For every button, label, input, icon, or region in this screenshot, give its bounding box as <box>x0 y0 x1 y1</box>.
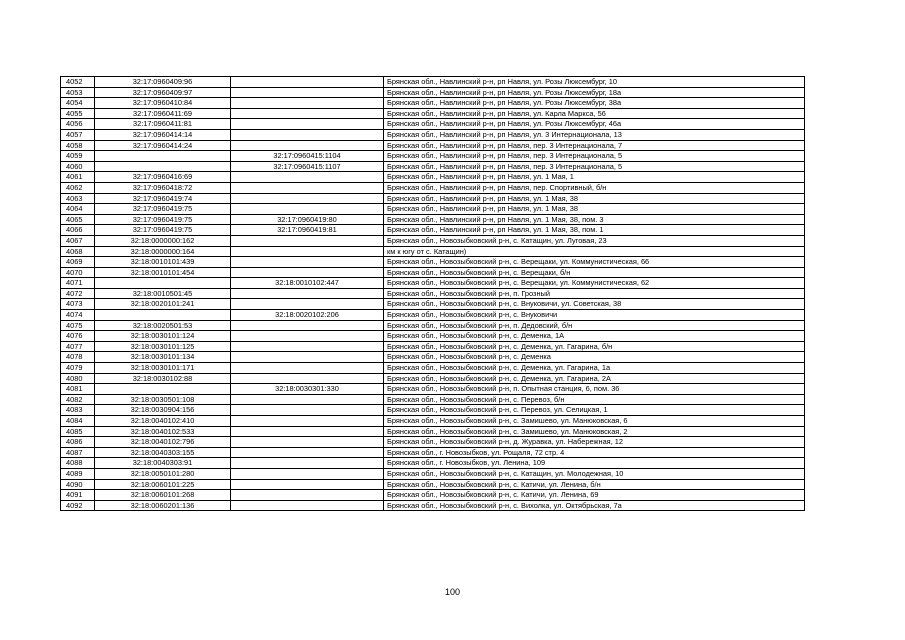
address-cell: Брянская обл., Навлинский р-н, рп Навля, ул. Розы Люксембург, 38а <box>384 98 805 109</box>
sub-cadastral-number-cell <box>231 235 384 246</box>
address-cell: Брянская обл., Навлинский р-н, рп Навля, ул. 1 Мая, 38, пом. 1 <box>384 225 805 236</box>
cadastral-number-cell: 32:18:0030101:171 <box>95 363 231 374</box>
sub-cadastral-number-cell <box>231 172 384 183</box>
address-cell: Брянская обл., Новозыбковский р-н, с. Катащин, ул. Луговая, 23 <box>384 235 805 246</box>
row-number-cell: 4085 <box>61 426 95 437</box>
sub-cadastral-number-cell <box>231 500 384 511</box>
cadastral-number-cell <box>95 278 231 289</box>
sub-cadastral-number-cell <box>231 246 384 257</box>
table-row <box>61 225 805 236</box>
row-number-cell: 4061 <box>61 172 95 183</box>
row-number-cell: 4090 <box>61 479 95 490</box>
row-number-cell: 4080 <box>61 373 95 384</box>
cadastral-number-cell: 32:17:0960414:24 <box>95 140 231 151</box>
sub-cadastral-number-cell: 32:17:0960415:1104 <box>231 151 384 162</box>
cadastral-number-cell: 32:17:0960419:75 <box>95 204 231 215</box>
address-cell: Брянская обл., Навлинский р-н, рп Навля, ул. 1 Мая, 38 <box>384 204 805 215</box>
cadastral-number-cell: 32:18:0030101:124 <box>95 331 231 342</box>
table-row <box>61 193 805 204</box>
sub-cadastral-number-cell <box>231 77 384 88</box>
row-number-cell: 4079 <box>61 363 95 374</box>
row-number-cell: 4089 <box>61 468 95 479</box>
table-row <box>61 129 805 140</box>
cadastral-number-cell: 32:18:0060101:225 <box>95 479 231 490</box>
sub-cadastral-number-cell <box>231 320 384 331</box>
table-row <box>61 288 805 299</box>
row-number-cell: 4084 <box>61 416 95 427</box>
cadastral-number-cell: 32:18:0030101:134 <box>95 352 231 363</box>
cadastral-number-cell: 32:18:0030102:88 <box>95 373 231 384</box>
table-row <box>61 235 805 246</box>
table-row <box>61 458 805 469</box>
cadastral-number-cell: 32:17:0960419:75 <box>95 214 231 225</box>
cadastral-number-cell: 32:18:0040303:91 <box>95 458 231 469</box>
sub-cadastral-number-cell <box>231 288 384 299</box>
table-row <box>61 416 805 427</box>
table-row <box>61 341 805 352</box>
sub-cadastral-number-cell: 32:18:0030301:330 <box>231 384 384 395</box>
table-row <box>61 426 805 437</box>
row-number-cell: 4062 <box>61 182 95 193</box>
table-row <box>61 384 805 395</box>
address-cell: Брянская обл., Навлинский р-н, рп Навля, пер. Спортивный, б/н <box>384 182 805 193</box>
table-row <box>61 437 805 448</box>
sub-cadastral-number-cell <box>231 394 384 405</box>
table-row <box>61 214 805 225</box>
sub-cadastral-number-cell <box>231 468 384 479</box>
address-cell: Брянская обл., Новозыбковский р-н, с. Верещаки, б/н <box>384 267 805 278</box>
address-cell: Брянская обл., Новозыбковский р-н, с. Перевоз, ул. Селицкая, 1 <box>384 405 805 416</box>
cadastral-number-cell <box>95 161 231 172</box>
row-number-cell: 4059 <box>61 151 95 162</box>
table-row <box>61 405 805 416</box>
address-cell: Брянская обл., Навлинский р-н, рп Навля, пер. 3 Интернационала, 5 <box>384 161 805 172</box>
row-number-cell: 4053 <box>61 87 95 98</box>
address-cell: Брянская обл., г. Новозыбков, ул. Ленина, 109 <box>384 458 805 469</box>
address-cell: Брянская обл., Новозыбковский р-н, с. Деменка, ул. Гагарина, 1а <box>384 363 805 374</box>
table-row <box>61 246 805 257</box>
address-cell: Брянская обл., Новозыбковский р-н, с. Верещаки, ул. Коммунистическая, 66 <box>384 257 805 268</box>
sub-cadastral-number-cell <box>231 416 384 427</box>
table-row <box>61 204 805 215</box>
sub-cadastral-number-cell <box>231 87 384 98</box>
address-cell: Брянская обл., Навлинский р-н, рп Навля, ул. 3 Интернационала, 13 <box>384 129 805 140</box>
row-number-cell: 4055 <box>61 108 95 119</box>
sub-cadastral-number-cell <box>231 182 384 193</box>
table-row <box>61 500 805 511</box>
row-number-cell: 4073 <box>61 299 95 310</box>
address-cell: Брянская обл., Новозыбковский р-н, с. Катичи, ул. Ленина, б/н <box>384 479 805 490</box>
sub-cadastral-number-cell <box>231 437 384 448</box>
sub-cadastral-number-cell <box>231 352 384 363</box>
table-row <box>61 98 805 109</box>
row-number-cell: 4086 <box>61 437 95 448</box>
table-row <box>61 479 805 490</box>
table-row <box>61 140 805 151</box>
cadastral-number-cell: 32:18:0000000:162 <box>95 235 231 246</box>
address-cell: Брянская обл., Новозыбковский р-н, с. Деменка, 1А <box>384 331 805 342</box>
sub-cadastral-number-cell <box>231 299 384 310</box>
cadastral-number-cell: 32:18:0030501:108 <box>95 394 231 405</box>
address-cell: Брянская обл., Новозыбковский р-н, с. Внуковичи, ул. Советская, 38 <box>384 299 805 310</box>
row-number-cell: 4083 <box>61 405 95 416</box>
address-cell: Брянская обл., Новозыбковский р-н, п. Опытная станция, 6, пом. 36 <box>384 384 805 395</box>
row-number-cell: 4088 <box>61 458 95 469</box>
table-row <box>61 87 805 98</box>
cadastral-number-cell: 32:18:0020101:241 <box>95 299 231 310</box>
row-number-cell: 4081 <box>61 384 95 395</box>
table-row <box>61 151 805 162</box>
address-cell: Брянская обл., Новозыбковский р-н, с. Перевоз, б/н <box>384 394 805 405</box>
row-number-cell: 4076 <box>61 331 95 342</box>
sub-cadastral-number-cell: 32:18:0020102:206 <box>231 310 384 321</box>
sub-cadastral-number-cell <box>231 98 384 109</box>
row-number-cell: 4087 <box>61 447 95 458</box>
sub-cadastral-number-cell: 32:18:0010102:447 <box>231 278 384 289</box>
address-cell: Брянская обл., Новозыбковский р-н, с. Вихолка, ул. Октябрьская, 7а <box>384 500 805 511</box>
table-row <box>61 172 805 183</box>
row-number-cell: 4071 <box>61 278 95 289</box>
sub-cadastral-number-cell: 32:17:0960415:1107 <box>231 161 384 172</box>
address-cell: Брянская обл., Новозыбковский р-н, д. Журавка, ул. Набережная, 12 <box>384 437 805 448</box>
row-number-cell: 4065 <box>61 214 95 225</box>
table-row <box>61 468 805 479</box>
table-row <box>61 299 805 310</box>
table-row <box>61 278 805 289</box>
row-number-cell: 4067 <box>61 235 95 246</box>
row-number-cell: 4066 <box>61 225 95 236</box>
address-cell: Брянская обл., Новозыбковский р-н, с. Внуковичи <box>384 310 805 321</box>
sub-cadastral-number-cell <box>231 479 384 490</box>
cadastral-number-cell: 32:18:0040303:155 <box>95 447 231 458</box>
cadastral-number-cell: 32:18:0010101:439 <box>95 257 231 268</box>
row-number-cell: 4091 <box>61 490 95 501</box>
table-row <box>61 267 805 278</box>
table-row <box>61 310 805 321</box>
address-cell: Брянская обл., Новозыбковский р-н, с. Замишево, ул. Манюковская, 2 <box>384 426 805 437</box>
table-row <box>61 257 805 268</box>
cadastral-number-cell: 32:17:0960418:72 <box>95 182 231 193</box>
table-row <box>61 394 805 405</box>
cadastral-number-cell: 32:17:0960411:69 <box>95 108 231 119</box>
table-row <box>61 161 805 172</box>
row-number-cell: 4075 <box>61 320 95 331</box>
cadastral-number-cell: 32:18:0000000:164 <box>95 246 231 257</box>
address-cell: Брянская обл., Новозыбковский р-н, с. Замишево, ул. Манюковская, 6 <box>384 416 805 427</box>
cadastral-number-cell: 32:18:0010101:454 <box>95 267 231 278</box>
sub-cadastral-number-cell <box>231 490 384 501</box>
address-cell: Брянская обл., Новозыбковский р-н, с. Катичи, ул. Ленина, 69 <box>384 490 805 501</box>
sub-cadastral-number-cell <box>231 405 384 416</box>
address-cell: Брянская обл., Навлинский р-н, рп Навля, пер. 3 Интернационала, 5 <box>384 151 805 162</box>
table-row <box>61 373 805 384</box>
cadastral-number-cell: 32:18:0050101:280 <box>95 468 231 479</box>
sub-cadastral-number-cell <box>231 108 384 119</box>
address-cell: Брянская обл., Навлинский р-н, рп Навля, ул. 1 Мая, 38, пом. 3 <box>384 214 805 225</box>
address-cell: Брянская обл., Навлинский р-н, рп Навля, ул. 1 Мая, 1 <box>384 172 805 183</box>
address-cell: Брянская обл., Навлинский р-н, рп Навля, ул. Розы Люксембург, 10 <box>384 77 805 88</box>
address-cell: Брянская обл., Новозыбковский р-н, с. Деменка <box>384 352 805 363</box>
address-cell: Брянская обл., Навлинский р-н, рп Навля, пер. 3 Интернационала, 7 <box>384 140 805 151</box>
row-number-cell: 4070 <box>61 267 95 278</box>
row-number-cell: 4069 <box>61 257 95 268</box>
row-number-cell: 4052 <box>61 77 95 88</box>
table-row <box>61 447 805 458</box>
row-number-cell: 4082 <box>61 394 95 405</box>
address-cell: Брянская обл., Новозыбковский р-н, с. Деменка, ул. Гагарина, 2А <box>384 373 805 384</box>
sub-cadastral-number-cell <box>231 204 384 215</box>
cadastral-number-cell: 32:17:0960411:81 <box>95 119 231 130</box>
table-row <box>61 77 805 88</box>
row-number-cell: 4068 <box>61 246 95 257</box>
registry-table-body <box>61 77 805 511</box>
cadastral-number-cell: 32:18:0030904:156 <box>95 405 231 416</box>
sub-cadastral-number-cell <box>231 373 384 384</box>
row-number-cell: 4060 <box>61 161 95 172</box>
sub-cadastral-number-cell <box>231 426 384 437</box>
row-number-cell: 4078 <box>61 352 95 363</box>
sub-cadastral-number-cell <box>231 257 384 268</box>
sub-cadastral-number-cell <box>231 140 384 151</box>
sub-cadastral-number-cell <box>231 458 384 469</box>
row-number-cell: 4054 <box>61 98 95 109</box>
row-number-cell: 4063 <box>61 193 95 204</box>
address-cell: Брянская обл., Новозыбковский р-н, с. Верещаки, ул. Коммунистическая, 62 <box>384 278 805 289</box>
row-number-cell: 4077 <box>61 341 95 352</box>
cadastral-number-cell: 32:18:0040102:533 <box>95 426 231 437</box>
address-cell: Брянская обл., Новозыбковский р-н, с. Деменка, ул. Гагарина, б/н <box>384 341 805 352</box>
row-number-cell: 4074 <box>61 310 95 321</box>
row-number-cell: 4058 <box>61 140 95 151</box>
address-cell: Брянская обл., Новозыбковский р-н, с. Катащин, ул. Молодежная, 10 <box>384 468 805 479</box>
cadastral-number-cell: 32:17:0960419:75 <box>95 225 231 236</box>
cadastral-number-cell <box>95 384 231 395</box>
cadastral-number-cell <box>95 310 231 321</box>
sub-cadastral-number-cell <box>231 119 384 130</box>
cadastral-number-cell: 32:18:0030101:125 <box>95 341 231 352</box>
table-row <box>61 182 805 193</box>
table-row <box>61 352 805 363</box>
cadastral-number-cell: 32:17:0960409:96 <box>95 77 231 88</box>
table-row <box>61 320 805 331</box>
cadastral-number-cell: 32:17:0960416:69 <box>95 172 231 183</box>
cadastral-number-cell: 32:17:0960409:97 <box>95 87 231 98</box>
sub-cadastral-number-cell <box>231 193 384 204</box>
sub-cadastral-number-cell: 32:17:0960419:80 <box>231 214 384 225</box>
cadastral-number-cell: 32:18:0040102:410 <box>95 416 231 427</box>
address-cell: Брянская обл., Новозыбковский р-н, п. Грозный <box>384 288 805 299</box>
row-number-cell: 4056 <box>61 119 95 130</box>
cadastral-number-cell: 32:17:0960419:74 <box>95 193 231 204</box>
row-number-cell: 4064 <box>61 204 95 215</box>
sub-cadastral-number-cell <box>231 363 384 374</box>
sub-cadastral-number-cell: 32:17:0960419:81 <box>231 225 384 236</box>
table-row <box>61 119 805 130</box>
table-row <box>61 363 805 374</box>
row-number-cell: 4092 <box>61 500 95 511</box>
sub-cadastral-number-cell <box>231 341 384 352</box>
cadastral-number-cell <box>95 151 231 162</box>
table-row <box>61 331 805 342</box>
cadastral-number-cell: 32:18:0020501:53 <box>95 320 231 331</box>
address-cell: км к югу от с. Катащин) <box>384 246 805 257</box>
cadastral-number-cell: 32:18:0060101:268 <box>95 490 231 501</box>
sub-cadastral-number-cell <box>231 267 384 278</box>
page-number: 100 <box>444 587 461 597</box>
address-cell: Брянская обл., Навлинский р-н, рп Навля, ул. 1 Мая, 38 <box>384 193 805 204</box>
address-cell: Брянская обл., Навлинский р-н, рп Навля, ул. Карла Маркса, 56 <box>384 108 805 119</box>
address-cell: Брянская обл., Новозыбковский р-н, п. Дедовский, б/н <box>384 320 805 331</box>
sub-cadastral-number-cell <box>231 447 384 458</box>
table-row <box>61 490 805 501</box>
cadastral-number-cell: 32:18:0060201:136 <box>95 500 231 511</box>
registry-table <box>60 76 805 511</box>
table-row <box>61 108 805 119</box>
row-number-cell: 4057 <box>61 129 95 140</box>
cadastral-number-cell: 32:17:0960410:84 <box>95 98 231 109</box>
cadastral-number-cell: 32:17:0960414:14 <box>95 129 231 140</box>
address-cell: Брянская обл., г. Новозыбков, ул. Рощаля, 72 стр. 4 <box>384 447 805 458</box>
address-cell: Брянская обл., Навлинский р-н, рп Навля, ул. Розы Люксембург, 46а <box>384 119 805 130</box>
sub-cadastral-number-cell <box>231 129 384 140</box>
row-number-cell: 4072 <box>61 288 95 299</box>
sub-cadastral-number-cell <box>231 331 384 342</box>
cadastral-number-cell: 32:18:0010501:45 <box>95 288 231 299</box>
cadastral-number-cell: 32:18:0040102:796 <box>95 437 231 448</box>
address-cell: Брянская обл., Навлинский р-н, рп Навля, ул. Розы Люксембург, 18а <box>384 87 805 98</box>
